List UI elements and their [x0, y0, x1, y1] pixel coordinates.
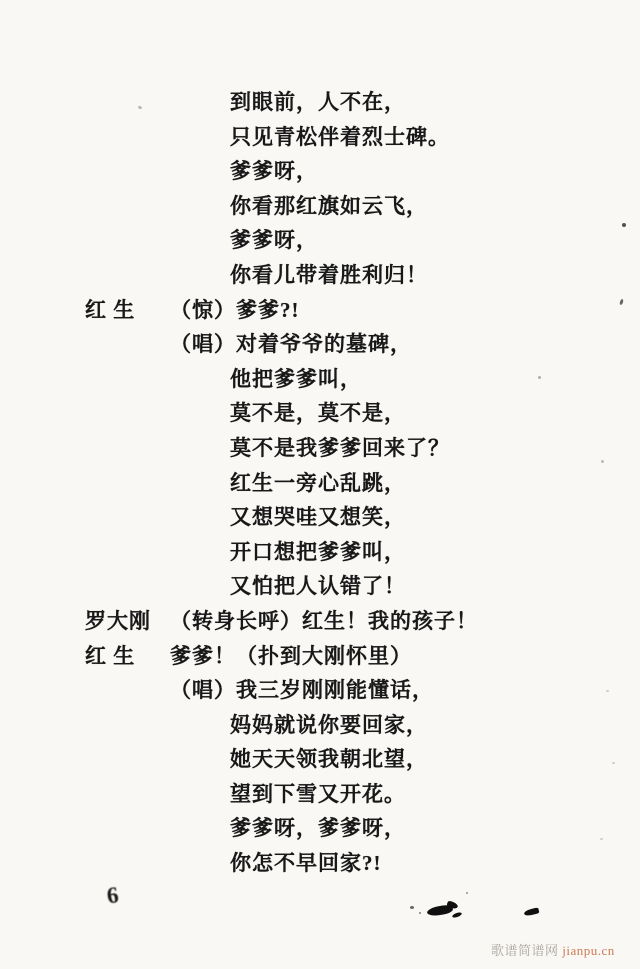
script-line: [0, 639, 640, 674]
script-line: [0, 85, 640, 120]
verse-text: 又怕把人认错了！: [230, 574, 406, 599]
verse-text: 她天天领我朝北望，: [230, 747, 428, 772]
script-line: [0, 362, 640, 397]
ink-speck: [419, 912, 421, 914]
script-line: [0, 120, 640, 155]
script-line: [0, 673, 640, 708]
verse-text: 他把爹爹叫，: [230, 366, 362, 391]
script-line: [0, 327, 640, 362]
script-line: [0, 431, 640, 466]
script-line: [0, 535, 640, 570]
verse-text: 爹爹呀，爹爹呀，: [230, 816, 406, 841]
watermark: [491, 940, 615, 959]
script-line: [0, 742, 640, 777]
ink-speck: [410, 906, 414, 909]
ink-speck: [466, 892, 468, 894]
scan-speck: [600, 838, 603, 840]
speaker-name: 红 生: [85, 643, 136, 668]
verse-text: 望到下雪又开花。: [230, 781, 406, 806]
watermark-site-name: 歌谱简谱网: [491, 943, 559, 958]
script-line: [0, 258, 640, 293]
scan-speck: [538, 376, 541, 379]
script-line: [0, 466, 640, 501]
verse-text: 你看儿带着胜利归！: [230, 262, 428, 287]
script-line: [0, 811, 640, 846]
script-line: [0, 223, 640, 258]
script-line: [0, 777, 640, 812]
verse-text: 红生一旁心乱跳，: [230, 470, 406, 495]
ink-smudge: [523, 907, 539, 916]
verse-text: 你看那红旗如云飞，: [230, 193, 428, 218]
verse-text: 莫不是我爹爹回来了？: [230, 435, 450, 460]
stage-direction-text: （唱）我三岁刚刚能懂话，: [170, 678, 434, 703]
scan-speck: [622, 223, 626, 227]
verse-text: 只见青松伴着烈士碑。: [230, 124, 450, 149]
page-number: 6: [105, 882, 121, 909]
dialogue-text: （转身长呼）红生！我的孩子！: [170, 608, 478, 633]
scan-speck: [606, 690, 609, 692]
verse-text: 爹爹呀，: [230, 228, 318, 253]
verse-text: 莫不是，莫不是，: [230, 401, 406, 426]
speaker-name: 罗大刚: [85, 608, 151, 633]
verse-text: 开口想把爹爹叫，: [230, 539, 406, 564]
verse-text: 妈妈就说你要回家，: [230, 712, 428, 737]
scan-speck: [612, 762, 615, 764]
speaker-name: 红 生: [85, 297, 136, 322]
stage-direction-text: （唱）对着爷爷的墓碑，: [170, 332, 412, 357]
verse-text: 爹爹呀，: [230, 159, 318, 184]
script-line: [0, 154, 640, 189]
script-line: [0, 569, 640, 604]
script-line: [0, 293, 640, 328]
script-line: [0, 396, 640, 431]
dialogue-text: 爹爹！（扑到大刚怀里）: [170, 643, 412, 668]
script-line: [0, 500, 640, 535]
verse-text: 到眼前，人不在，: [230, 90, 406, 114]
verse-text: 又想哭哇又想笑，: [230, 505, 406, 530]
script-line: [0, 708, 640, 743]
verse-text: 你怎不早回家?!: [230, 851, 382, 876]
ink-smudge: [452, 911, 463, 918]
script-lines: [0, 85, 640, 881]
watermark-site-url: jianpu.cn: [562, 943, 615, 958]
script-line: [0, 846, 640, 881]
scan-speck: [601, 460, 604, 463]
dialogue-text: （惊）爹爹?!: [170, 297, 300, 322]
script-line: [0, 189, 640, 224]
script-line: [0, 604, 640, 639]
